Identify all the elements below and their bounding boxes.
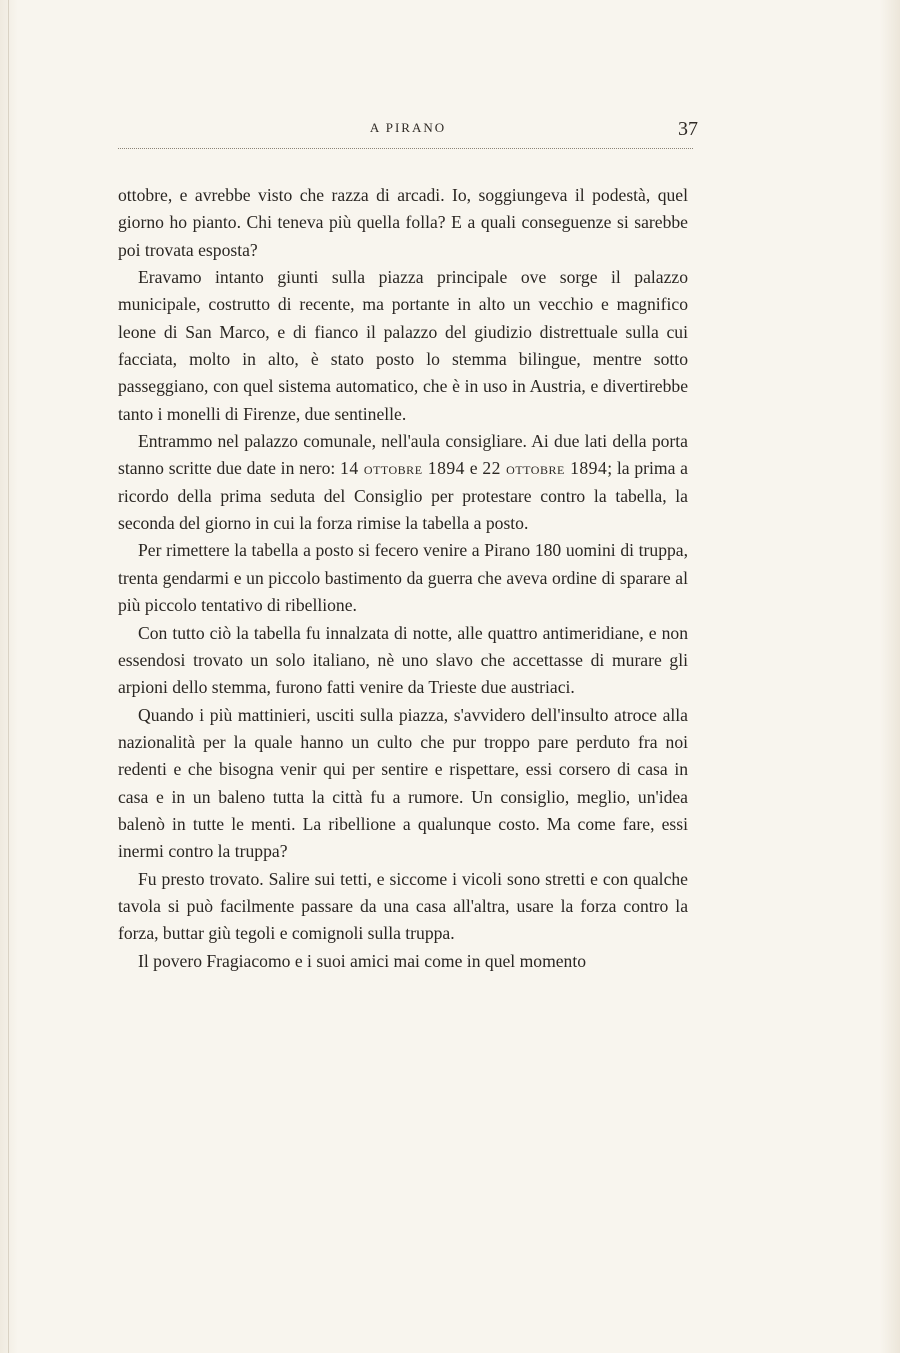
date-first: 14 ottobre 1894 [340,458,465,479]
paragraph-text: e [464,458,483,479]
paragraph [118,428,688,537]
paragraph: Con tutto ciò la tabella fu innalzata di notte, alle quattro antimeridiane, e non essendosi trovato un solo italiano, nè uno slavo che accettasse di murare gli arpioni dello stemma, furono fatti venire da Trieste due austriaci. [118,622,688,698]
date-second: 22 ottobre 1894 [482,458,608,479]
paragraph: Il povero Fragiacomo e i suoi amici mai come in quel momento [138,950,587,971]
body-text [118,182,688,975]
paragraph: Per rimettere la tabella a posto si fecero venire a Pirano 180 uomini di truppa, trenta gendarmi e un piccolo bastimento da guerra che aveva ordine di sparare al più piccolo tentativo di ribellione. [118,540,688,616]
paragraph-text: Entrammo nel palazzo comunale, nell'aula consigliare. Ai due lati della porta stanno scritte due date in nero: [118,431,688,479]
running-title: A PIRANO [369,120,447,135]
paragraph: Quando i più mattinieri, usciti sulla piazza, s'avvidero dell'insulto atroce alla nazionalità per la quale hanno un culto che pur troppo pare perduto fra noi redenti e che bisogna venir qui per sentire e rispettare, essi corsero di casa in casa e in un baleno tutta la città fu a rumore. Un consiglio, meglio, un'idea balenò in tutte le menti. La ribellione a qualunque costo. Ma come fare, essi inermi contro la truppa? [118,704,688,862]
paragraph: Fu presto trovato. Salire sui tetti, e siccome i vicoli sono stretti e con qualche tavola si può facilmente passare da una casa all'altra, usare la forza contro la forza, buttar giù tegoli e comignoli sulla truppa. [118,868,688,944]
page-number: 37 [678,118,698,140]
paragraph: ottobre, e avrebbe visto che razza di arcadi. Io, soggiungeva il podestà, quel giorno ho pianto. Chi teneva più quella folla? E a quali conseguenze si sarebbe poi trovata esposta? [118,185,688,260]
header-rule [118,148,693,149]
paragraph: Eravamo intanto giunti sulla piazza principale ove sorge il palazzo municipale, costrutto di recente, ma portante in alto un vecchio e magnifico leone di San Marco, e di fianco il palazzo del giudizio distrettuale sulla cui facciata, molto in alto, è stato posto lo stemma bilingue, mentre sotto passeggiano, con quel sistema automatico, che è in uso in Austria, e divertirebbe tanto i monelli di Firenze, due sentinelle. [118,267,688,424]
page-edge-line [8,0,9,1353]
page-header [118,118,698,158]
paragraph-text: ; la prima a ricordo della prima seduta del Consiglio per protestare contro la tabella, la seconda del giorno in cui la forza rimise la tabella a posto. [118,458,688,534]
